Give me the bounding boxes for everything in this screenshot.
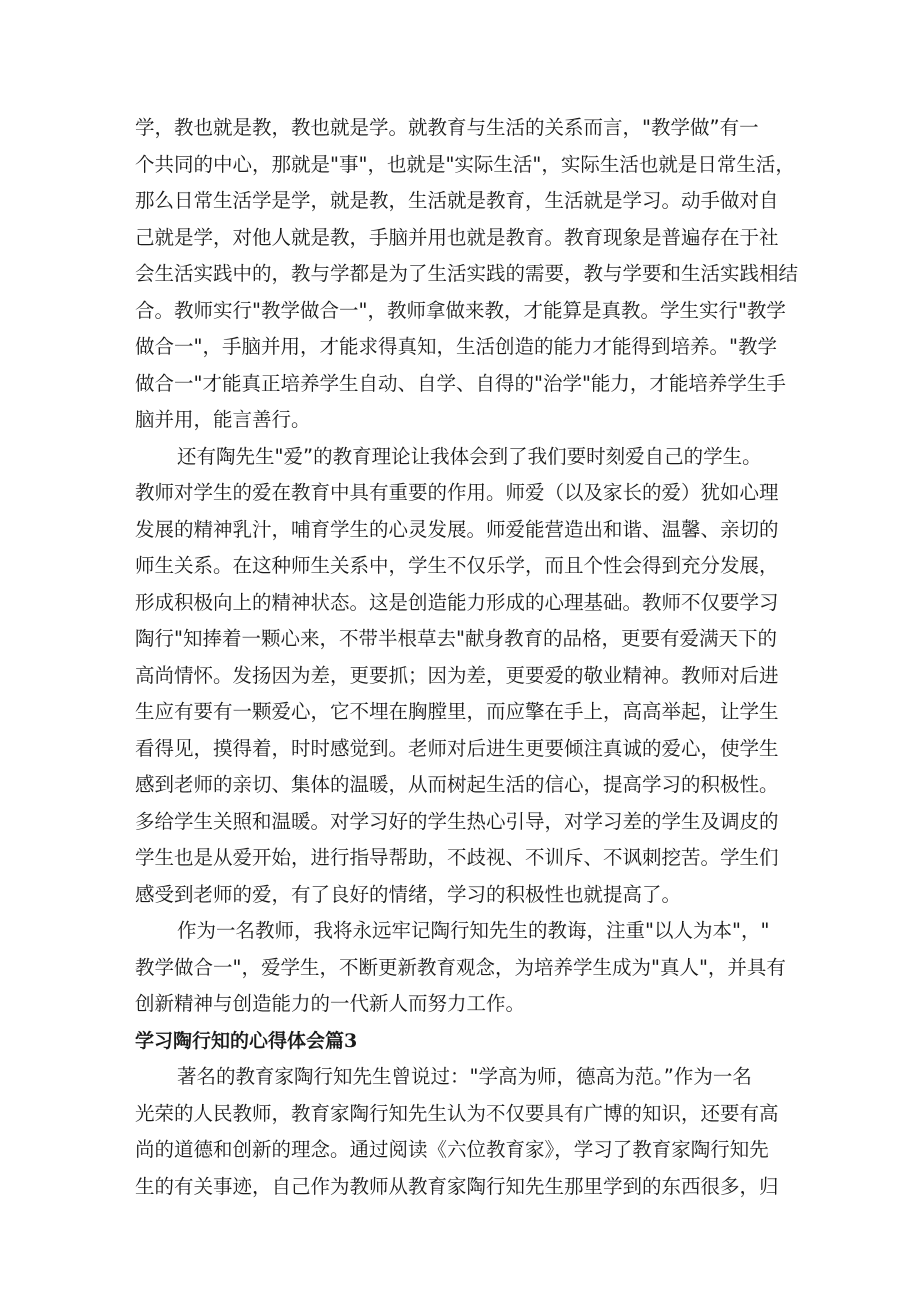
text-line: 光荣的人民教师，教育家陶行知先生认为不仅要具有广博的知识，还要有高	[135, 1101, 779, 1125]
paragraph-section-3	[135, 1059, 799, 1205]
text-line: 创新精神与创造能力的一代新人而努力工作。	[135, 992, 526, 1015]
text-line: 作为一名教师，我将永远牢记陶行知先生的教诲，注重"以人为本"，"	[177, 919, 770, 942]
text-line: 学生也是从爱开始，进行指导帮助，不歧视、不训斥、不讽刺挖苦。学生们	[135, 846, 779, 869]
text-line: 师生关系。在这种师生关系中，学生不仅乐学，而且个性会得到充分发展，	[135, 554, 779, 577]
text-line: 己就是学，对他人就是教，手脑并用也就是教育。教育现象是普遍存在于社	[135, 225, 779, 249]
text-line: 多给学生关照和温暖。对学习好的学生热心引导，对学习差的学生及调皮的	[135, 809, 779, 833]
text-line: 合。教师实行"教学做合一"，教师拿做来教，才能算是真教。学生实行"教学	[135, 298, 786, 322]
text-line: 尚的道德和创新的理念。通过阅读《六位教育家》，学习了教育家陶行知先	[135, 1138, 769, 1161]
text-line: 高尚情怀。发扬因为差，更要抓；因为差，更要爱的敬业精神。教师对后进	[135, 663, 779, 687]
text-line: 还有陶先生"爱”的教育理论让我体会到了我们要时刻爱自己的学生。	[177, 444, 762, 468]
section-heading: 学习陶行知的心得体会篇3	[135, 1029, 358, 1052]
text-line: 会生活实践中的，教与学都是为了生活实践的需要，教与学要和生活实践相结	[135, 262, 799, 285]
text-line: 看得见，摸得着，时时感觉到。老师对后进生更要倾注真诚的爱心，使学生	[135, 736, 779, 760]
text-line: 脑并用，能言善行。	[135, 408, 311, 431]
text-line: 发展的精神乳汁，哺育学生的心灵发展。师爱能营造出和谐、温馨、亲切的	[135, 517, 779, 541]
text-line: 感到老师的亲切、集体的温暖，从而树起生活的信心，提高学习的积极性。	[135, 773, 779, 796]
text-line: 那么日常生活学是学，就是教，生活就是教育，生活就是学习。动手做对自	[135, 189, 779, 212]
text-line: 做合一"才能真正培养学生自动、自学、自得的"治学"能力，才能培养学生手	[135, 371, 786, 395]
text-line: 学，教也就是教，教也就是学。就教育与生活的关系而言，"教学做”有一	[135, 116, 759, 139]
text-line: 做合一"，手脑并用，才能求得真知，生活创造的能力才能得到培养。"教学	[135, 335, 777, 358]
text-line: 著名的教育家陶行知先生曾说过："学高为师，德高为范。”作为一名	[177, 1065, 752, 1088]
text-line: 生的有关事迹，自己作为教师从教育家陶行知先生那里学到的东西很多，归	[135, 1174, 779, 1198]
document-body	[135, 110, 799, 1205]
text-line: 个共同的中心，那就是"事"，也就是"实际生活"，实际生活也就是日常生活，	[135, 152, 795, 176]
text-line: 生应有要有一颗爱心，它不埋在胸膛里，而应擎在手上，高高举起，让学生	[135, 700, 779, 723]
paragraph-love-education	[135, 439, 799, 914]
paragraph-teacher-commitment	[135, 913, 799, 1023]
text-line: 形成积极向上的精神状态。这是创造能力形成的心理基础。教师不仅要学习	[135, 590, 779, 614]
text-line: 教师对学生的爱在教育中具有重要的作用。师爱（以及家长的爱）犹如心理	[135, 481, 779, 504]
text-line: 感受到老师的爱，有了良好的情绪，学习的积极性也就提高了。	[135, 882, 682, 906]
text-line: 教学做合一"，爱学生，不断更新教育观念，为培养学生成为"真人"，并具有	[135, 955, 786, 979]
paragraph-continuation	[135, 110, 799, 439]
text-line: 陶行"知捧着一颗心来，不带半根草去"献身教育的品格，更要有爱满天下的	[135, 627, 777, 650]
